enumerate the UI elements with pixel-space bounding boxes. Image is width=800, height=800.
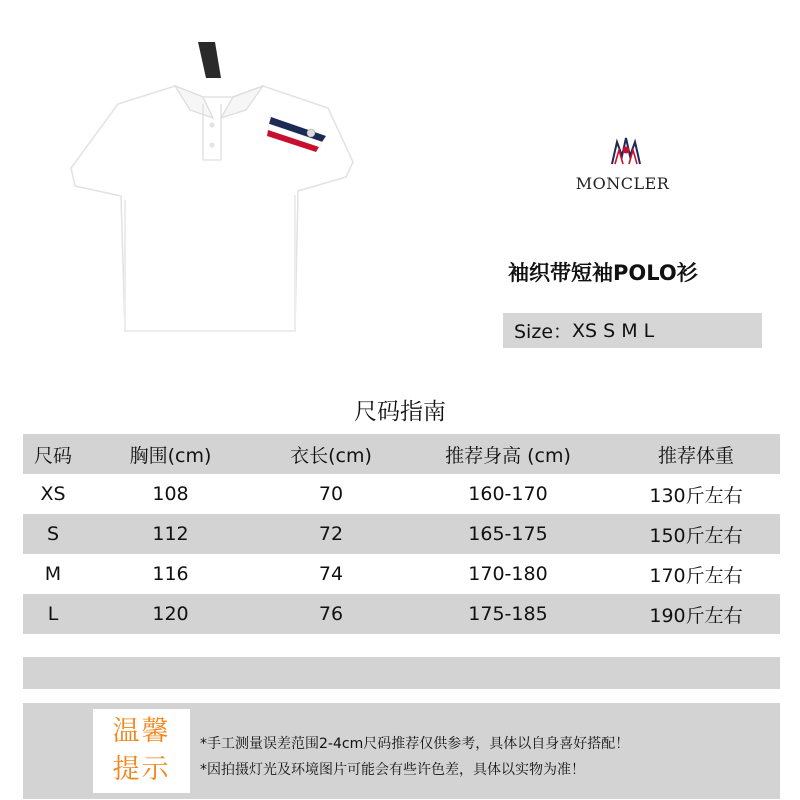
header-weight: 推荐体重 <box>657 444 734 467</box>
row-weight: 170斤左右 <box>649 564 743 587</box>
table-row <box>23 554 780 594</box>
table-row <box>23 514 780 554</box>
product-title: 袖织带短袖POLO衫 <box>508 261 698 285</box>
row-chest: 116 <box>152 563 189 585</box>
size-chart-table <box>23 434 780 634</box>
moncler-logo-icon <box>606 130 646 170</box>
row-size: XS <box>40 483 66 505</box>
size-label: Size： <box>514 321 573 343</box>
notice-panel <box>23 703 780 799</box>
header-height: 推荐身高 (cm) <box>445 444 571 467</box>
notice-line-2: *因拍摄灯光及环境图片可能会有些许色差，具体以实物为准！ <box>200 762 585 778</box>
row-weight: 190斤左右 <box>649 604 743 627</box>
row-chest: 108 <box>152 483 189 505</box>
row-size: L <box>47 603 59 625</box>
divider-band <box>23 657 780 689</box>
product-photo <box>43 0 373 370</box>
row-length: 70 <box>318 483 344 505</box>
header-size: 尺码 <box>33 444 72 467</box>
row-length: 72 <box>318 523 344 545</box>
size-availability <box>503 313 762 348</box>
notice-badge-line1: 温馨 <box>112 716 171 747</box>
notice-badge-line2: 提示 <box>112 754 171 785</box>
table-row <box>23 474 780 514</box>
row-chest: 112 <box>152 523 189 545</box>
header-length: 衣长(cm) <box>290 444 372 467</box>
row-chest: 120 <box>152 603 189 625</box>
notice-line-1: *手工测量误差范围2-4cm尺码推荐仅供参考，具体以自身喜好搭配！ <box>200 736 630 752</box>
size-chart-heading: 尺码指南 <box>354 399 446 425</box>
size-values: XS S M L <box>572 319 655 342</box>
table-header-row <box>23 434 780 474</box>
row-size: S <box>46 523 60 545</box>
row-height: 170-180 <box>468 563 548 585</box>
row-size: M <box>44 563 62 585</box>
row-weight: 150斤左右 <box>649 524 743 547</box>
row-length: 76 <box>318 603 344 625</box>
row-height: 160-170 <box>468 483 548 505</box>
notice-text <box>200 731 629 783</box>
header-chest: 胸围(cm) <box>129 444 212 467</box>
row-length: 74 <box>318 563 344 585</box>
row-weight: 130斤左右 <box>649 484 743 507</box>
row-height: 175-185 <box>468 603 548 625</box>
notice-badge <box>93 709 190 793</box>
brand-logo <box>560 125 690 205</box>
row-height: 165-175 <box>468 523 548 545</box>
brand-wordmark: MONCLER <box>575 174 670 193</box>
table-row <box>23 594 780 634</box>
